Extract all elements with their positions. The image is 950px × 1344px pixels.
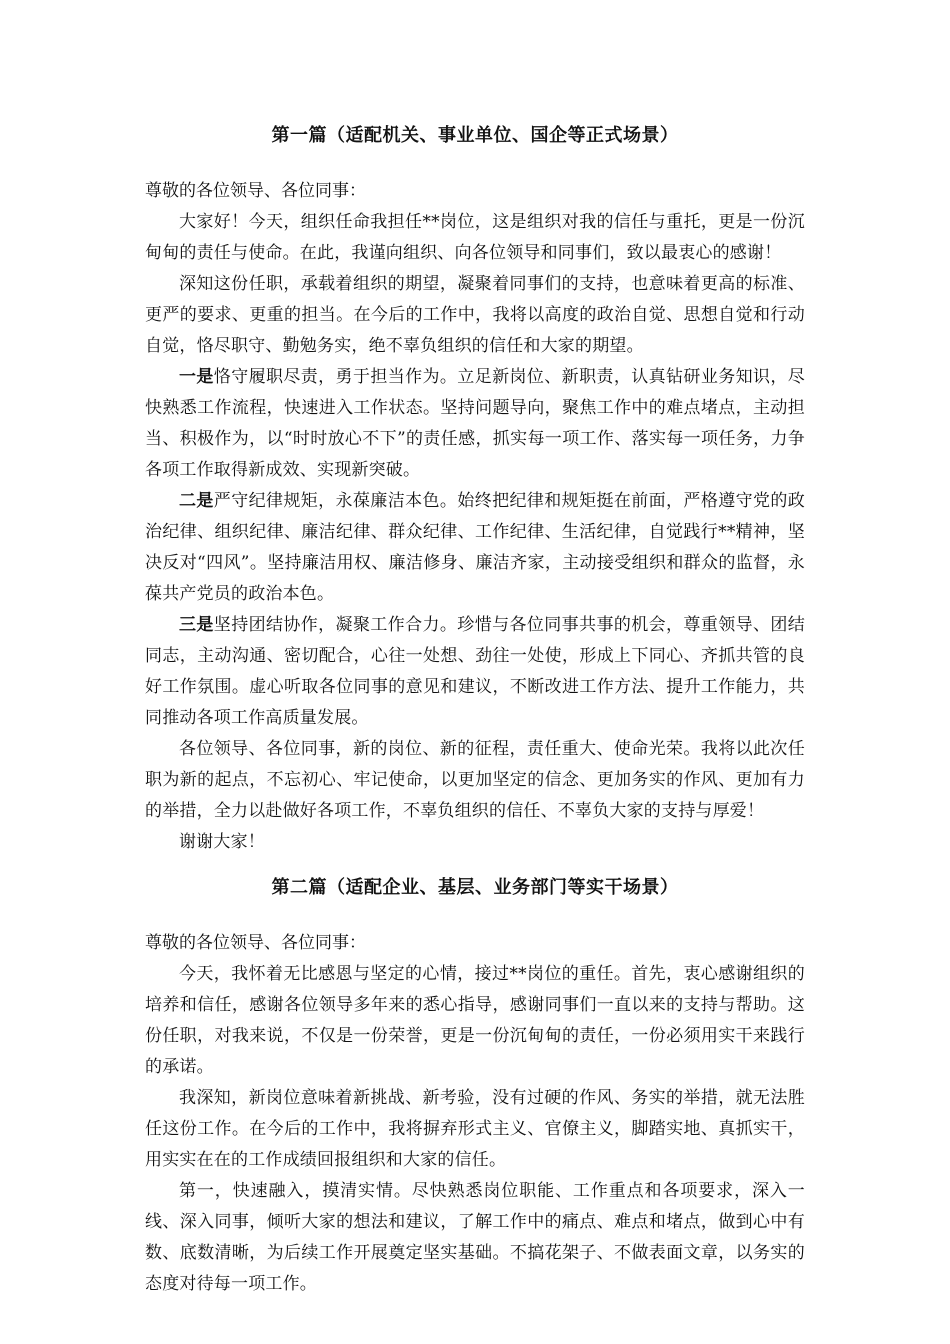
section1-paragraph-3: [145, 362, 805, 486]
document-page: [145, 122, 805, 1300]
section2-paragraph-2: 我深知，新岗位意味着新挑战、新考验，没有过硬的作风、务实的举措，就无法胜任这份工作。在今后的工作中，我将摒弃形式主义、官僚主义，脚踏实地、真抓实干，用实实在在的工作成绩回报组织和大家的信任。: [145, 1088, 805, 1170]
section1-title: 第一篇（适配机关、事业单位、国企等正式场景）: [271, 125, 679, 146]
section1-paragraph-6: 各位领导、各位同事，新的岗位、新的征程，责任重大、使命光荣。我将以此次任职为新的起点，不忘初心、牢记使命，以更加坚定的信念、更加务实的作风、更加有力的举措，全力以赴做好各项工作，不辜负组织的信任、不辜负大家的支持与厚爱！: [145, 739, 805, 821]
section1-salutation: 尊敬的各位领导、各位同事：: [145, 181, 366, 201]
section1-point-3-lead: 三是: [179, 615, 214, 635]
section1-paragraph-1: 大家好！今天，组织任命我担任**岗位，这是组织对我的信任与重托，更是一份沉甸甸的责任与使命。在此，我谨向组织、向各位领导和同事们，致以最衷心的感谢！: [145, 212, 805, 263]
section1-point-1-text: 恪守履职尽责，勇于担当作为。立足新岗位、新职责，认真钻研业务知识，尽快熟悉工作流程，快速进入工作状态。坚持问题导向，聚焦工作中的难点堵点，主动担当、积极作为，以“时时放心不下”的责任感，抓实每一项工作、落实每一项任务，力争各项工作取得新成效、实现新突破。: [145, 367, 805, 480]
section2-title: 第二篇（适配企业、基层、业务部门等实干场景）: [271, 877, 679, 898]
section1-closing: 谢谢大家！: [179, 832, 265, 852]
section1-paragraph-4: [145, 486, 805, 610]
section2-paragraph-3: 第一，快速融入，摸清实情。尽快熟悉岗位职能、工作重点和各项要求，深入一线、深入同事，倾听大家的想法和建议，了解工作中的痛点、难点和堵点，做到心中有数、底数清晰，为后续工作开展奠定坚实基础。不搞花架子、不做表面文章，以务实的态度对待每一项工作。: [145, 1181, 805, 1294]
section1-point-1-lead: 一是: [179, 367, 214, 387]
section1-point-2-text: 严守纪律规矩，永葆廉洁本色。始终把纪律和规矩挺在前面，严格遵守党的政治纪律、组织纪律、廉洁纪律、群众纪律、工作纪律、生活纪律，自觉践行**精神，坚决反对“四风”。坚持廉洁用权、廉洁修身、廉洁齐家，主动接受组织和群众的监督，永葆共产党员的政治本色。: [145, 491, 805, 604]
section1-paragraph-2: 深知这份任职，承载着组织的期望，凝聚着同事们的支持，也意味着更高的标准、更严的要求、更重的担当。在今后的工作中，我将以高度的政治自觉、思想自觉和行动自觉，恪尽职守、勤勉务实，绝不辜负组织的信任和大家的期望。: [145, 274, 805, 356]
section1-paragraph-5: [145, 610, 805, 734]
section1-point-3-text: 坚持团结协作，凝聚工作合力。珍惜与各位同事共事的机会，尊重领导、团结同志，主动沟通、密切配合，心往一处想、劲往一处使，形成上下同心、齐抓共管的良好工作氛围。虚心听取各位同事的意见和建议，不断改进工作方法、提升工作能力，共同推动各项工作高质量发展。: [145, 615, 805, 728]
section2-salutation: 尊敬的各位领导、各位同事：: [145, 933, 366, 953]
section1-point-2-lead: 二是: [179, 491, 214, 511]
section2-paragraph-1: 今天，我怀着无比感恩与坚定的心情，接过**岗位的重任。首先，衷心感谢组织的培养和信任，感谢各位领导多年来的悉心指导，感谢同事们一直以来的支持与帮助。这份任职，对我来说，不仅是一份荣誉，更是一份沉甸甸的责任，一份必须用实干来践行的承诺。: [145, 964, 805, 1077]
